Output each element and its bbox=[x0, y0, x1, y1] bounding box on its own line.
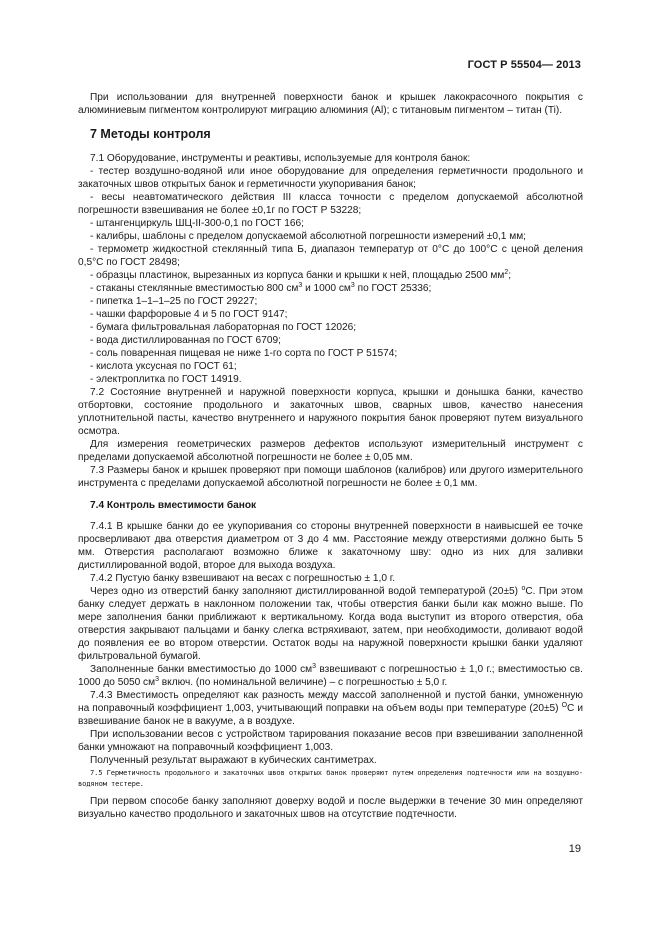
paragraph-7-4-2-weigh: Заполненные банки вместимостью до 1000 $см^3$ взвешивают с погрешностью ± 1,0 г.; вместимостью св. 1000 до 5050 $см^3$ включ. (по номинальной величине) – с погрешностью ± 5,0 г. bbox=[78, 663, 583, 688]
list-item-plates: - образцы пластинок, вырезанных из корпуса банки и крышки к ней, площадью 2500 $мм^2$; bbox=[90, 269, 512, 281]
intro-paragraph: При использовании для внутренней поверхности банок и крышек лакокрасочного покрытия с алюминиевым пигментом контролируют миграцию алюминия (Al); с титановым пигментом – титан (Ti). bbox=[78, 92, 583, 116]
list-item: - весы неавтоматического действия III класса точности с пределом допускаемой абсолютной погрешности взвешивания не более ±0,1г по ГОСТ Р 53228; bbox=[78, 192, 583, 216]
paragraph-7-1: 7.1 Оборудование, инструменты и реактивы, используемые для контроля банок: bbox=[90, 153, 471, 164]
page-body bbox=[78, 91, 583, 821]
paragraph-7-4-2: 7.4.2 Пустую банку взвешивают на весах с погрешностью ± 1,0 г. bbox=[90, 573, 396, 584]
paragraph-7-5: 7.5 Герметичность продольного и закаточных швов открытых банок проверяют путем определения подтечности или на воздушно-водяном тестере. bbox=[78, 768, 583, 788]
page-number: 19 bbox=[568, 843, 581, 855]
list-item: - термометр жидкостной стеклянный типа Б, диапазон температур от 0°С до 100°С с ценой деления 0,5°С по ГОСТ 28498; bbox=[78, 244, 583, 268]
paragraph-7-4-1: 7.4.1 В крышке банки до ее укупоривания со стороны внутренней поверхности в наивысшей ее точке просверливают два отверстия диаметром от 3 до 4 мм. Расстояние между отверстиями должно быть 5 мм. Отверстия располагают возможно ближе к закаточному шву: одно из них для заливки дистиллированной водой, второе для выхода воздуха. bbox=[78, 521, 583, 571]
list-item: - пипетка 1–1–1–25 по ГОСТ 29227; bbox=[90, 296, 258, 307]
paragraph-7-2-measure: Для измерения геометрических размеров дефектов используют измерительный инструмент с пределами допускаемой абсолютной погрешности не более ± 0,05 мм. bbox=[78, 439, 583, 463]
list-item: - соль поваренная пищевая не ниже 1-го сорта по ГОСТ Р 51574; bbox=[90, 348, 398, 359]
section-7-heading: 7 Методы контроля bbox=[90, 127, 211, 141]
paragraph-7-5-method: При первом способе банку заполняют доверху водой и после выдержки в течение 30 мин определяют визуально качество продольного и закаточных швов на отсутствие подтечности. bbox=[78, 796, 583, 820]
paragraph-7-3: 7.3 Размеры банок и крышек проверяют при помощи шаблонов (калибров) или другого измерительного инструмента с пределами допускаемой абсолютной погрешности не более ± 0,1 мм. bbox=[78, 465, 583, 489]
paragraph-7-4-3-result: Полученный результат выражают в кубических сантиметрах. bbox=[90, 755, 377, 766]
paragraph-7-4-3-tare: При использовании весов с устройством тарирования показание весов при взвешивании заполненной банки умножают на поправочный коэффициент 1,003. bbox=[78, 729, 583, 753]
list-item: - тестер воздушно-водяной или иное оборудование для определения герметичности продольного и закаточных швов открытых банок и герметичности укупоривания банок; bbox=[78, 166, 583, 190]
list-item: - вода дистиллированная по ГОСТ 6709; bbox=[90, 335, 281, 346]
list-item: - чашки фарфоровые 4 и 5 по ГОСТ 9147; bbox=[90, 309, 288, 320]
list-item: - электроплитка по ГОСТ 14919. bbox=[90, 374, 242, 385]
list-item-beakers: - стаканы стеклянные вместимостью 800 $см^3$ и 1000 $см^3$ по ГОСТ 25336; bbox=[90, 282, 432, 294]
list-item: - штангенциркуль ШЦ-II-300-0,1 по ГОСТ 166; bbox=[90, 218, 304, 229]
paragraph-7-2: 7.2 Состояние внутренней и наружной поверхности корпуса, крышки и донышка банки, качество отбортовки, состояние продольного и закаточных швов, сварных швов, качество нанесения уплотнительной пасты, качество внутреннего и наружного покрытия банок проверяют путем визуального осмотра. bbox=[78, 387, 583, 437]
section-7-4-heading: 7.4 Контроль вместимости банок bbox=[90, 500, 257, 511]
list-item: - кислота уксусная по ГОСТ 61; bbox=[90, 361, 237, 372]
paragraph-7-4-3: 7.4.3 Вместимость определяют как разность между массой заполненной и пустой банки, умноженную на поправочный коэффициент 1,003, учитывающий поправки на объем воды при температуре (20±5) $^О$С и взвешивание банок не в вакууме, а в воздухе. bbox=[78, 690, 584, 727]
document-header: ГОСТ Р 55504— 2013 bbox=[467, 59, 581, 71]
list-item: - бумага фильтровальная лабораторная по ГОСТ 12026; bbox=[90, 322, 357, 333]
list-item: - калибры, шаблоны с пределом допускаемой абсолютной погрешности измерений ±0,1 мм; bbox=[90, 231, 526, 242]
paragraph-7-4-2-fill: Через одно из отверстий банку заполняют дистиллированной водой температурой (20±5) $^о$С. При этом банку следует держать в наклонном положении так, чтобы отверстия банки были как можно выше. По мере заполнения банки приближают к вертикальному. Когда вода выступит из второго отверстия, оба отверстия закрывают пальцами и банку слегка встряхивают, затем, при необходимости, доливают водой до появления ее во втором отверстии. Остаток воды на наружной поверхности крышки банки удаляют фильтровальной бумагой. bbox=[78, 585, 583, 662]
